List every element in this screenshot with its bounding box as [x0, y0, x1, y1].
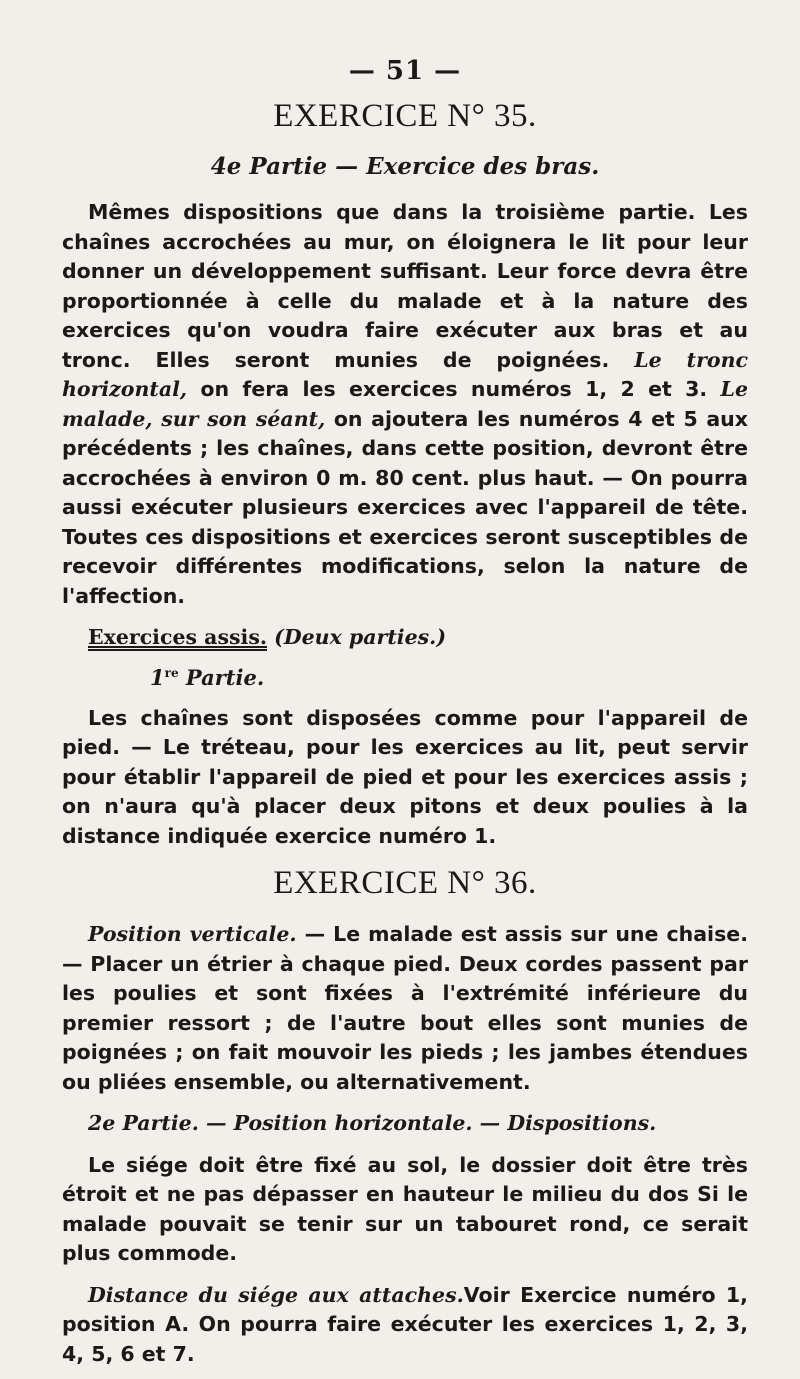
text-run: on ajoutera les numéros 4 et 5 aux précédents ; les chaînes, dans cette position, devront être accrochées à environ 0 m. 80 cent. plus haut. — On pourra aussi exécuter plusieurs exercices avec l'appareil de tête. Toutes ces dispositions et exercices seront susceptibles de recevoir différentes modifications, selon la nature de l'affection. [62, 406, 748, 608]
section-seated-exercises [62, 623, 748, 653]
page-number: — 51 — [348, 56, 462, 86]
text-run: Mêmes dispositions que dans la troisième partie. Les chaînes accrochées au mur, on éloignera le lit pour leur donner un développement suffisant. Leur force devra être proportionnée à celle du malade et à la nature des exercices qu'on voudra faire exécuter aux bras et au tronc. Elles seront munies de poignées. [62, 200, 748, 372]
section-subtitle: (Deux parties.) [274, 625, 447, 649]
part-2-title: 2e Partie. — Position horizontale. — Dispositions. [88, 1111, 657, 1135]
part-4-title: 4e Partie — Exercice des bras. [210, 153, 600, 180]
italic-run: Distance du siége aux attaches. [88, 1282, 464, 1307]
text-run: — Le malade est assis sur une chaise. — Placer un étrier à chaque pied. Deux cordes passent par les poulies et sont fixées à l'extrémité inférieure du premier ressort ; de l'autre bout elles sont munies de poignées ; on fait mouvoir les pieds ; les jambes étendues ou pliées ensemble, ou alternativement. [62, 922, 748, 1094]
paragraph-seat: Le siége doit être fixé au sol, le dossier doit être très étroit et ne pas dépasser en hauteur le milieu du dos Si le malade pouvait se tenir sur un tabouret rond, ce serait plus commode. [62, 1152, 748, 1265]
italic-run: Le malade, sur son séant, [62, 377, 748, 431]
italic-run: Le tronc horizontal, [62, 347, 748, 401]
paragraph-chains: Les chaînes sont disposées comme pour l'appareil de pied. — Le tréteau, pour les exercices au lit, peut servir pour établir l'appareil de pied et pour les exercices assis ; on n'aura qu'à placer deux pitons et deux poulies à la distance indiquée exercice numéro 1. [62, 705, 748, 848]
part-1-label: Partie. [178, 664, 265, 690]
part-1-number: 1 [150, 664, 165, 690]
exercise-36-heading: EXERCICE N° 36. [273, 865, 537, 901]
exercise-35-heading: EXERCICE N° 35. [273, 98, 537, 134]
paragraph-arm-exercises [62, 198, 748, 611]
paragraph-distance [62, 1281, 748, 1370]
section-title: Exercices assis. [88, 625, 267, 649]
part-1-title [150, 665, 748, 690]
part-1-superscript: re [164, 665, 179, 680]
text-run: on fera les exercices numéros 1, 2 et 3. [187, 377, 721, 401]
paragraph-vertical-position [62, 920, 748, 1097]
text-run: Voir Exercice numéro 1, position A. On pourra faire exécuter les exercices 1, 2, 3, 4, 5, 6 et 7. [62, 1282, 748, 1366]
italic-run: Position verticale. [88, 922, 297, 946]
